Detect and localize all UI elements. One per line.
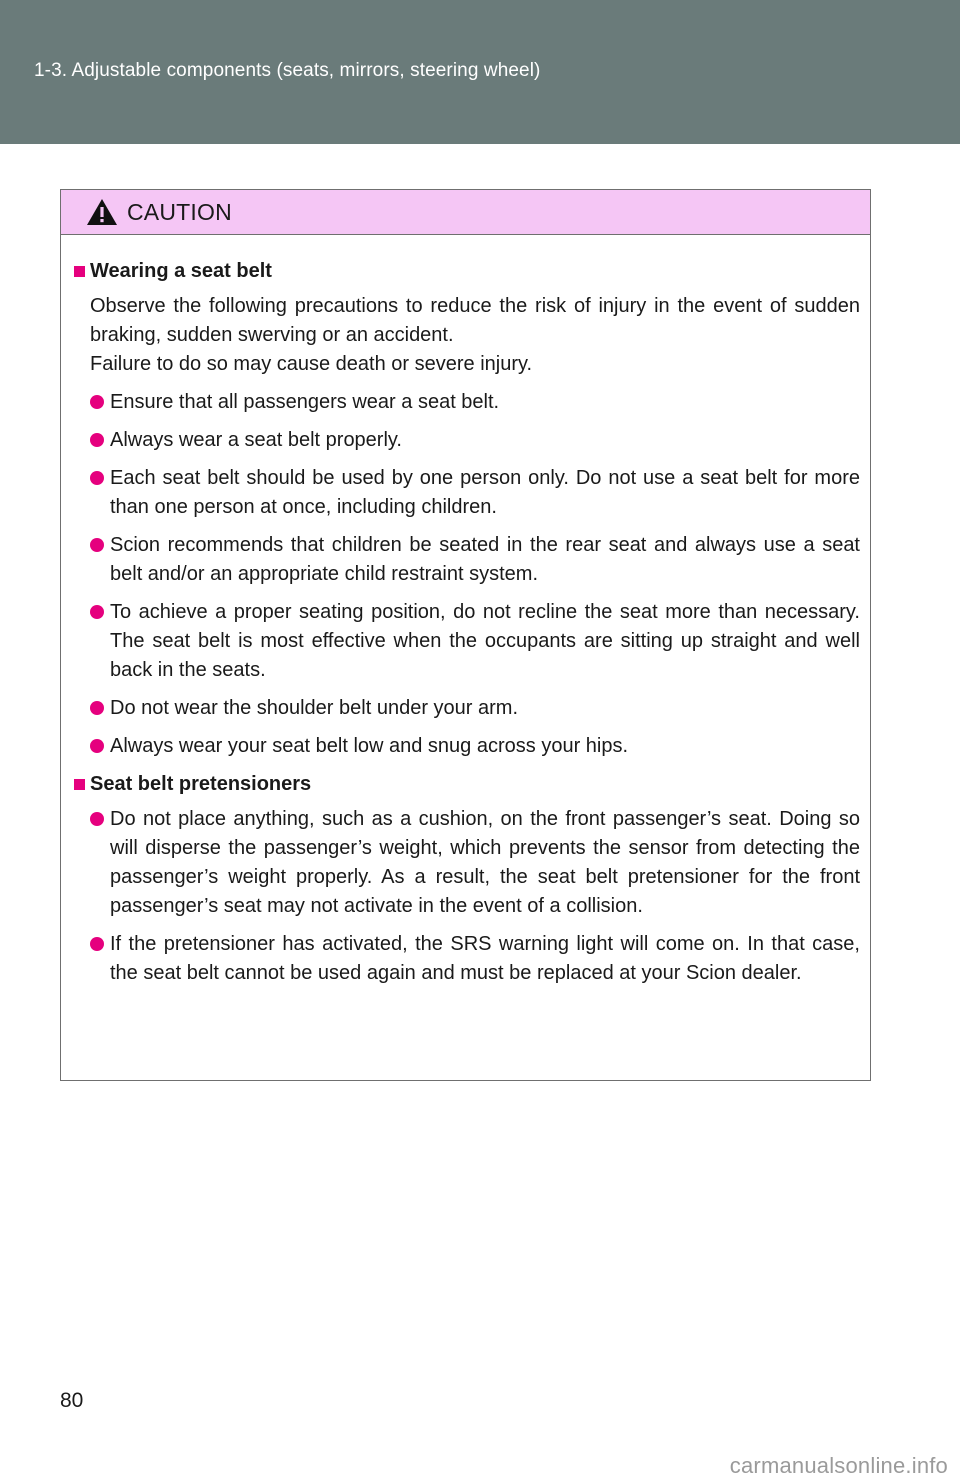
section-heading-text: Wearing a seat belt	[90, 260, 272, 282]
round-bullet-icon	[90, 812, 104, 826]
round-bullet-icon	[90, 739, 104, 753]
section-heading	[74, 770, 860, 799]
bullet-list	[90, 805, 860, 988]
list-item	[90, 805, 860, 921]
list-item-text: Do not place anything, such as a cushion, on the front passenger’s seat. Doing so will disperse the passenger’s weight, which prevents the sensor from detecting the passenger’s weight properly. As a result, the seat belt pretensioner for the front passenger’s seat may not activate in the event of a collision.	[110, 808, 860, 917]
section-heading-text: Seat belt pretensioners	[90, 773, 312, 795]
list-item-text: Always wear a seat belt properly.	[110, 429, 402, 451]
header-band	[0, 0, 960, 144]
list-item	[90, 694, 860, 723]
list-item	[90, 464, 860, 522]
list-item	[90, 598, 860, 685]
caution-title: CAUTION	[127, 199, 232, 225]
page-number: 80	[60, 1389, 84, 1412]
list-item	[90, 426, 860, 455]
list-item	[90, 930, 860, 988]
round-bullet-icon	[90, 937, 104, 951]
round-bullet-icon	[90, 471, 104, 485]
round-bullet-icon	[90, 701, 104, 715]
paragraph-line: Observe the following precautions to reduce the risk of injury in the event of sudden braking, sudden swerving or an accident.	[90, 295, 860, 346]
list-item-text: Do not wear the shoulder belt under your arm.	[110, 697, 518, 719]
square-bullet-icon	[74, 779, 85, 790]
list-item-text: Always wear your seat belt low and snug across your hips.	[110, 735, 629, 757]
list-item-text: Each seat belt should be used by one person only. Do not use a seat belt for more than one person at once, including children.	[110, 467, 860, 518]
list-item-text: If the pretensioner has activated, the SRS warning light will come on. In that case, the seat belt cannot be used again and must be replaced at your Scion dealer.	[110, 933, 860, 984]
list-item	[90, 732, 860, 761]
round-bullet-icon	[90, 433, 104, 447]
list-item-text: Ensure that all passengers wear a seat belt.	[110, 391, 500, 413]
caution-header	[61, 190, 870, 235]
section-paragraph	[90, 292, 860, 379]
bullet-list	[90, 388, 860, 761]
round-bullet-icon	[90, 605, 104, 619]
list-item	[90, 531, 860, 589]
caution-box	[60, 189, 871, 1081]
round-bullet-icon	[90, 538, 104, 552]
watermark: carmanualsonline.info	[729, 1453, 948, 1478]
section-heading	[74, 257, 860, 286]
round-bullet-icon	[90, 395, 104, 409]
warning-triangle-icon	[86, 198, 118, 226]
list-item-text: To achieve a proper seating position, do not recline the seat more than necessary. The seat belt is most effective when the occupants are sitting up straight and well back in the seats.	[110, 601, 860, 681]
caution-body	[61, 235, 870, 988]
square-bullet-icon	[74, 266, 85, 277]
paragraph-line: Failure to do so may cause death or severe injury.	[90, 353, 533, 375]
list-item	[90, 388, 860, 417]
section-title: 1-3. Adjustable components (seats, mirrors, steering wheel)	[34, 60, 541, 81]
list-item-text: Scion recommends that children be seated in the rear seat and always use a seat belt and/or an appropriate child restraint system.	[110, 534, 860, 585]
